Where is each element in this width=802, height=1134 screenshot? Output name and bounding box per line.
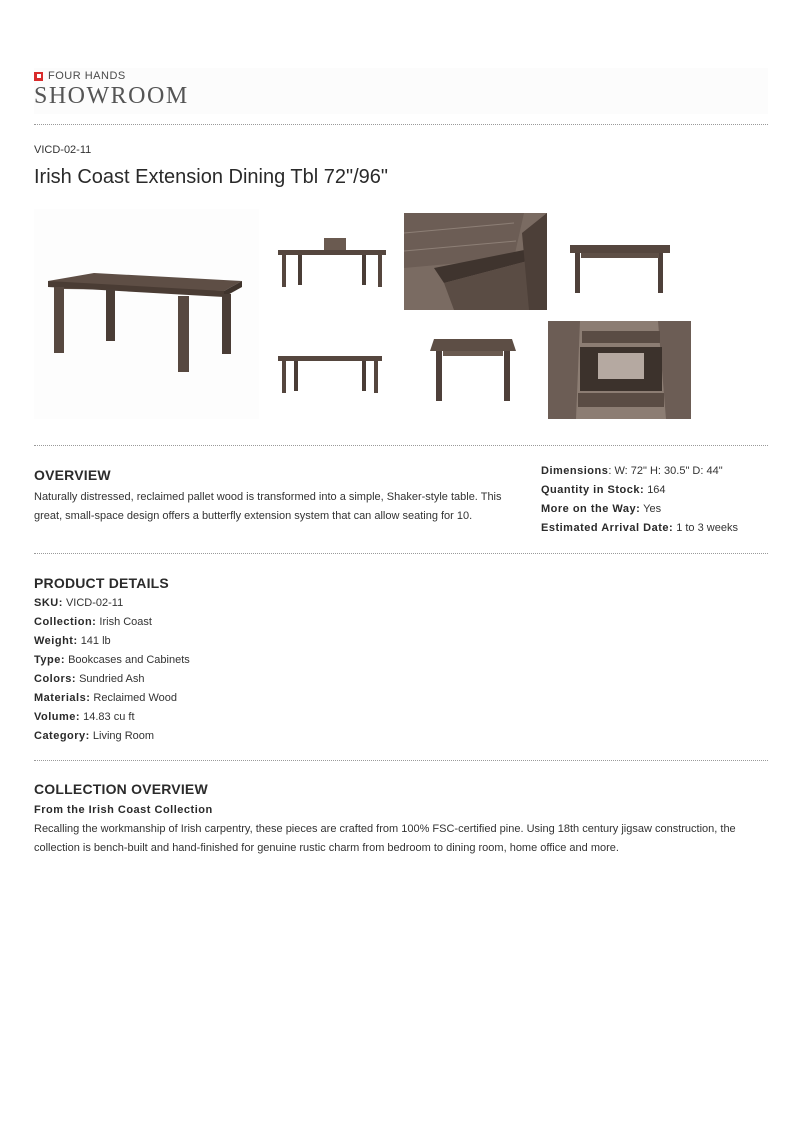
spec-value: 1 to 3 weeks xyxy=(676,522,738,534)
spec-arrival xyxy=(541,519,738,538)
details-list xyxy=(34,594,190,746)
detail-row xyxy=(34,613,190,632)
detail-value: Reclaimed Wood xyxy=(93,692,177,704)
detail-row xyxy=(34,594,190,613)
gallery-image-side-extended[interactable] xyxy=(262,321,402,419)
detail-label: Volume: xyxy=(34,711,81,723)
gallery-image-butterfly[interactable] xyxy=(548,321,691,419)
detail-value: 14.83 cu ft xyxy=(83,711,135,723)
gallery-image-main[interactable] xyxy=(34,209,259,419)
detail-label: Collection: xyxy=(34,616,97,628)
detail-value: Sundried Ash xyxy=(79,673,145,685)
divider xyxy=(34,445,768,446)
spec-more-on-way xyxy=(541,500,738,519)
details-heading: PRODUCT DETAILS xyxy=(34,575,169,591)
detail-value: Irish Coast xyxy=(99,616,152,628)
product-gallery xyxy=(34,209,768,427)
gallery-image-extended-front[interactable] xyxy=(262,212,402,309)
spec-separator: : xyxy=(608,465,612,477)
gallery-image-end[interactable] xyxy=(418,321,538,419)
divider xyxy=(34,760,768,761)
detail-row xyxy=(34,708,190,727)
collection-text: Recalling the workmanship of Irish carpentry, these pieces are crafted from 100% FSC-certified pine. Using 18th century jigsaw construction, the collection is bench-built and hand-finished for genuine rustic charm from bedroom to dining room, home office and more. xyxy=(34,823,736,854)
brand xyxy=(34,70,768,82)
collection-subheading xyxy=(34,801,213,820)
detail-label: Weight: xyxy=(34,635,78,647)
header xyxy=(34,68,768,114)
spec-label: More on the Way: xyxy=(541,503,641,515)
showroom-title: SHOWROOM xyxy=(34,83,189,109)
spec-value: Yes xyxy=(643,503,662,515)
detail-label: Materials: xyxy=(34,692,91,704)
detail-value: Bookcases and Cabinets xyxy=(68,654,190,666)
gallery-image-mechanism[interactable] xyxy=(404,213,547,310)
detail-row xyxy=(34,727,190,746)
gallery-image-front[interactable] xyxy=(560,212,680,307)
overview-text: Naturally distressed, reclaimed pallet wood is transformed into a simple, Shaker-style table. This great, small-space design offers a butterfly extension system that can allow seating for 10. xyxy=(34,491,502,522)
spec-label: Dimensions xyxy=(541,465,609,477)
detail-value: VICD-02-11 xyxy=(65,597,124,609)
divider xyxy=(34,124,768,125)
detail-label: SKU: xyxy=(34,597,63,609)
detail-label: Category: xyxy=(34,730,90,742)
collection-heading: COLLECTION OVERVIEW xyxy=(34,781,208,797)
product-title: Irish Coast Extension Dining Tbl 72"/96" xyxy=(34,166,389,188)
specs-panel xyxy=(541,462,738,538)
divider xyxy=(34,553,768,554)
detail-row xyxy=(34,651,190,670)
detail-label: Colors: xyxy=(34,673,76,685)
product-sku: VICD-02-11 xyxy=(34,144,92,156)
detail-label: Type: xyxy=(34,654,66,666)
detail-value: 141 lb xyxy=(80,635,111,647)
spec-dimensions xyxy=(541,462,738,481)
spec-label: Estimated Arrival Date: xyxy=(541,522,674,534)
spec-value: 164 xyxy=(647,484,666,496)
detail-value: Living Room xyxy=(92,730,155,742)
spec-value: W: 72" H: 30.5" D: 44" xyxy=(614,465,723,477)
detail-row xyxy=(34,632,190,651)
brand-logo-icon xyxy=(34,72,43,81)
detail-row xyxy=(34,689,190,708)
detail-row xyxy=(34,670,190,689)
spec-label: Quantity in Stock: xyxy=(541,484,645,496)
collection-subheading-text: From the Irish Coast Collection xyxy=(34,804,213,816)
brand-name: FOUR HANDS xyxy=(48,70,126,82)
spec-quantity xyxy=(541,481,738,500)
overview-heading: OVERVIEW xyxy=(34,467,111,483)
